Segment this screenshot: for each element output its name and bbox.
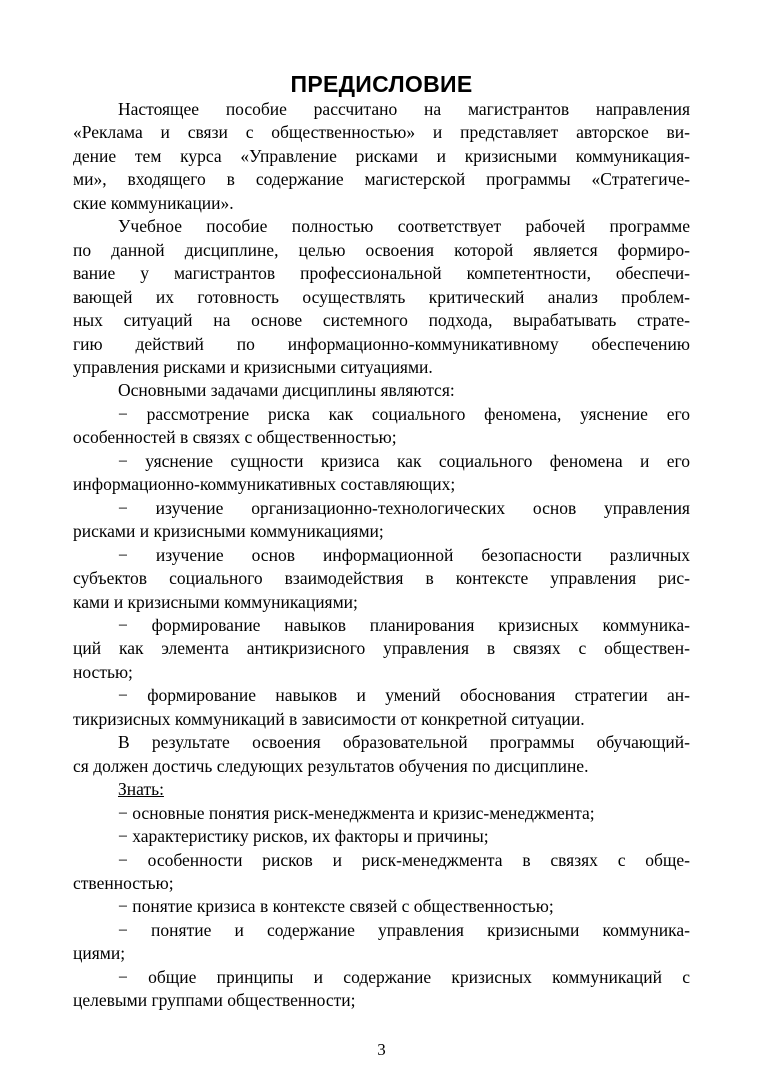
text-line: − характеристику рисков, их факторы и причины;	[118, 826, 489, 847]
body-text	[73, 98, 690, 1013]
paragraph-tasks-intro	[73, 379, 690, 402]
text-line: ские коммуникации».	[73, 192, 234, 213]
paragraph-know-6	[73, 966, 690, 1013]
text-line: − понятие кризиса в контексте связей с общественностью;	[118, 896, 554, 917]
text-line: тикризисных коммуникаций в зависимости от конкретной ситуации.	[73, 708, 585, 729]
page-number: 3	[377, 1040, 386, 1059]
text-line: целевыми группами общественности;	[73, 990, 356, 1011]
text-line: Основными задачами дисциплины являются:	[118, 380, 455, 401]
paragraph-know-5	[73, 919, 690, 966]
paragraph-task-2	[73, 450, 690, 497]
text-line: − изучение основ информационной безопасности различных	[118, 544, 690, 565]
text-line: Настоящее пособие рассчитано на магистрантов направления	[118, 99, 690, 119]
text-line: − формирование навыков планирования кризисных коммуника-	[118, 614, 690, 635]
text-line: особенностей в связях с общественностью;	[73, 427, 397, 448]
text-line: рисками и кризисными коммуникациями;	[73, 521, 384, 542]
text-line: субъектов социального взаимодействия в контексте управления рис-	[73, 568, 690, 589]
paragraph-results	[73, 731, 690, 778]
text-line: по данной дисциплине, целью освоения которой является формиро-	[73, 239, 690, 260]
text-line: − понятие и содержание управления кризисными коммуника-	[118, 919, 690, 940]
text-line: − уяснение сущности кризиса как социального феномена и его	[118, 450, 690, 471]
text-line: ми», входящего в содержание магистерской программы «Стратегиче-	[73, 169, 690, 190]
text-line: Учебное пособие полностью соответствует рабочей программе	[118, 216, 690, 237]
text-line: дение тем курса «Управление рисками и кризисными коммуникация-	[73, 145, 690, 166]
text-line: ственностью;	[73, 872, 174, 893]
text-line: ций как элемента антикризисного управления в связях с обществен-	[73, 638, 690, 659]
text-line: ных ситуаций на основе системного подхода, вырабатывать страте-	[73, 310, 690, 331]
text-line: управления рисками и кризисными ситуациями.	[73, 356, 433, 377]
page-title: ПРЕДИСЛОВИЕ	[290, 71, 473, 98]
paragraph-task-5	[73, 614, 690, 684]
text-line: − рассмотрение риска как социального феномена, уяснение его	[118, 403, 690, 424]
text-line: ностью;	[73, 661, 133, 682]
paragraph-know-4	[73, 895, 690, 918]
paragraph-know-2	[73, 825, 690, 848]
paragraph-know-heading	[73, 778, 690, 801]
text-line: ся должен достичь следующих результатов обучения по дисциплине.	[73, 755, 589, 776]
text-line: − особенности рисков и риск-менеджмента в связях с обще-	[118, 849, 690, 870]
text-line: гию действий по информационно-коммуникативному обеспечению	[73, 333, 690, 354]
text-line: информационно-коммуникативных составляющих;	[73, 474, 456, 495]
text-line: «Реклама и связи с общественностью» и представляет авторское ви-	[73, 122, 690, 143]
text-line: − изучение организационно-технологических основ управления	[118, 497, 690, 518]
paragraph-task-3	[73, 497, 690, 544]
paragraph-intro	[73, 98, 690, 215]
text-line: циями;	[73, 943, 126, 964]
text-line: − общие принципы и содержание кризисных коммуникаций с	[118, 966, 690, 987]
text-line: − формирование навыков и умений обоснования стратегии ан-	[118, 685, 690, 706]
text-line: вание у магистрантов профессиональной компетентности, обеспечи-	[73, 263, 690, 284]
paragraph-know-1	[73, 802, 690, 825]
text-line: Знать:	[118, 779, 164, 800]
paragraph-task-6	[73, 684, 690, 731]
text-line: В результате освоения образовательной программы обучающий-	[118, 732, 690, 753]
text-line: ками и кризисными коммуникациями;	[73, 591, 358, 612]
text-line: вающей их готовность осуществлять критический анализ проблем-	[73, 286, 690, 307]
paragraph-purpose	[73, 215, 690, 379]
paragraph-task-1	[73, 403, 690, 450]
text-line: − основные понятия риск-менеджмента и кризис-менеджмента;	[118, 802, 595, 823]
paragraph-know-3	[73, 849, 690, 896]
paragraph-task-4	[73, 544, 690, 614]
